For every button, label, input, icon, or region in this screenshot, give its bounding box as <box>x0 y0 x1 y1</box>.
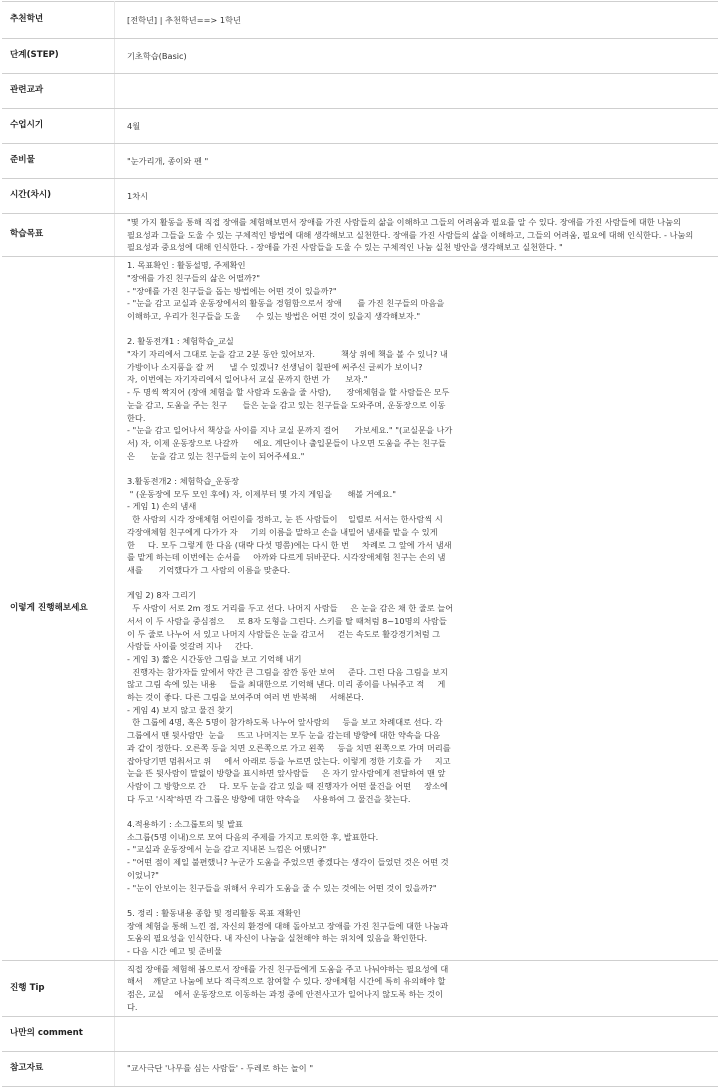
progress-tip-value: 직접 장애를 체험해 봄으로서 장애를 가진 친구들에게 도움을 주고 나눠야하는 필요성에 대 해서 깨닫고 나눔에 보다 적극적으로 참여할 수 있다. 장애체험 시간에 특히 유의해야 할 점은, 교실 에서 운동장으로 이동하는 과정 중에 안전사고가 일어나지 않도록 하는 것이 다. <box>127 963 449 1012</box>
duration-label: 시간(차시) <box>2 179 115 214</box>
class-time-value: 4월 <box>115 109 719 144</box>
materials-value: "눈가리개, 종이와 펜 " <box>115 144 719 179</box>
how-to-proceed-value: 1. 목표확인 : 활동설명, 주제확인 "장애를 가진 친구들의 삶은 어떨까?" - "장애를 가진 친구들을 돕는 방법에는 어떤 것이 있을까?" - "눈을 감고 교실과 운동장에서의 활동을 경험함으로서 장애 를 가진 친구들의 마음을 이해하고, 우리가 친구들을 도울 수 있는 방법은 어떤 것이 있을지 생각해보자." 2. 활동전개1 : 체험학습_교실 "자기 자리에서 그대로 눈을 감고 2분 동안 있어보자. 책상 위에 책을 볼 수 있니? 내 가방이나 소지품을 잘 꺼 낼 수 있겠니? 선생님이 칠판에 써주신 글씨가 보이니? 자, 이번에는 자기자리에서 일어나서 교실 문까지 한번 가 보자." - 두 명씩 짝지어 (장애 체험을 할 사람과 도움을 줄 사람), 장애체험을 할 사람들은 모두 눈을 감고, 도움을 주는 친구 들은 눈을 감고 있는 친구들을 도와주며, 운동장으로 이동 한다. - "눈을 감고 일어나서 책상을 사이를 지나 교실 문까지 걸어 가보세요." "(교실문을 나가 서) 자, 이제 운동장으로 나갈까 에요. 계단이나 출입문들이 나오면 도움을 주는 친구들 은 눈을 감고 있는 친구들의 눈이 되어주세요." 3.활동전개2 : 체험학습_운동장 " (운동장에 모두 모인 후에) 자, 이제부터 몇 가지 게임을 해볼 거예요." - 게임 1) 손의 냄새 한 사람의 시각 장애체험 어린이를 정하고, 눈 뜬 사람들이 일렬로 서서는 한사람씩 시 각장애체험 친구에게 다가가 자 기의 이름을 말하고 손을 내밀어 냄새를 맡을 수 있게 한 다. 모두 그렇게 한 다음 (대략 다섯 명쯤)에는 다시 한 번 차례로 그 앞에 가서 냄새 를 맡게 하는데 이번에는 순서를 아까와 다르게 뒤바꾼다. 시각장애체험 친구는 손의 냄 새를 기억했다가 그 사람의 이름을 맞춘다. 게임 2) 8자 그리기 두 사람이 서로 2m 정도 거리를 두고 선다. 나머지 사람들 은 눈을 감은 채 한 줄로 늘어 서서 이 두 사람을 중심점으 로 8자 도형을 그린다. 스키를 탈 때처럼 8~10명의 사람들 이 두 줄로 나누어 서 있고 나머지 사람들은 눈을 감고서 걷는 속도로 활강경기처럼 그 사람들 사이를 엇갈려 지나 간다. - 게임 3) 짧은 시간동안 그림을 보고 기억해 내기 진행자는 참가자들 앞에서 약간 큰 그림을 잠깐 동안 보여 준다. 그런 다음 그림을 보지 않고 그림 속에 있는 내용 들을 최대한으로 기억해 낸다. 미리 종이를 나눠주고 적 게 하는 것이 좋다. 다른 그림을 보여주며 여러 번 반복해 서해본다. - 게임 4) 보지 않고 물건 찾기 한 그룹에 4명, 혹은 5명이 참가하도록 나누어 앞사람의 등을 보고 차례대로 선다. 각 그룹에서 맨 뒷사람만 눈을 뜨고 나머지는 모두 눈을 감는데 방향에 대한 약속을 다음 과 같이 정한다. 오른쪽 등을 치면 오른쪽으로 가고 왼쪽 등을 치면 왼쪽으로 가며 머리를 잡아당기면 멈춰서고 위 에서 아래로 등을 누르면 앉는다. 이렇게 정한 기호를 가 지고 눈을 뜬 뒷사람이 말없이 방향을 표시하면 앞사람들 은 자기 앞사람에게 전달하여 맨 앞 사람이 그 방향으로 간 다. 모두 눈을 감고 있을 때 진행자가 어떤 물건을 어떤 장소에 다 두고 '시작'하면 각 그룹은 방향에 대한 약속을 사용하여 그 물건을 찾는다. 4.적용하기 : 소그룹토의 및 발표 소그룹(5명 이내)으로 모여 다음의 주제를 가지고 토의한 후, 발표한다. - "교실과 운동장에서 눈을 감고 지내본 느낌은 어땠니?" - "어떤 점이 제일 불편했니? 누군가 도움을 주었으면 좋겠다는 생각이 들었던 것은 어떤 것 이었니?" - "눈이 안보이는 친구들을 위해서 우리가 도움을 줄 수 있는 것에는 어떤 것이 있을까?" 5. 정리 : 활동내용 종합 및 정리활동 목표 재확인 장애 체험을 통해 느낀 점, 자신의 환경에 대해 돌아보고 장애를 가진 친구들에 대한 나눔과 도움의 필요성을 인식한다. 내 자신이 나눔을 실천해야 하는 위치에 있음을 확인한다. - 다음 시간 예고 및 준비물 <box>127 260 454 957</box>
row-materials <box>2 144 718 179</box>
references-label: 참고자료 <box>2 1051 115 1086</box>
materials-label: 준비물 <box>2 144 115 179</box>
row-related-subject <box>2 74 718 109</box>
class-time-label: 수업시기 <box>2 109 115 144</box>
row-learning-goal <box>2 214 718 257</box>
references-value: "교사극단 '나무를 심는 사람들' - 두레로 하는 놀이 " <box>115 1051 719 1086</box>
row-duration <box>2 179 718 214</box>
learning-goal-label: 학습목표 <box>2 214 115 257</box>
my-comment-value <box>115 1016 719 1051</box>
row-progress-tip <box>2 960 718 1016</box>
my-comment-label: 나만의 comment <box>2 1016 115 1051</box>
row-class-time <box>2 109 718 144</box>
recommended-grade-label: 추천학년 <box>2 2 115 39</box>
stage-label: 단계(STEP) <box>2 39 115 74</box>
row-stage <box>2 39 718 74</box>
recommended-grade-value: [전학년] | 추천학년==> 1학년 <box>115 2 719 39</box>
related-subject-label: 관련교과 <box>2 74 115 109</box>
progress-tip-label: 진행 Tip <box>2 960 115 1016</box>
row-how-to-proceed <box>2 257 718 961</box>
learning-goal-value: "몇 가지 활동을 통해 직접 장애를 체험해보면서 장애를 가진 사람들의 삶을 이해하고 그들의 어려움과 필요를 알 수 있다. 장애를 가진 사람들에 대한 나눔의 필요성과 그들을 도울 수 있는 구체적인 방법에 대해 생각해보고 실천한다. 장애를 가진 사람들의 삶을 이해하고, 그들의 어려움, 필요에 대해 인식한다. - 나눔의 필요성과 중요성에 대해 인식한다. - 장애를 가진 사람들을 도울 수 있는 구체적인 나눔 실천 방안을 생각해보고 실천한다. " <box>115 214 719 257</box>
duration-value: 1차시 <box>115 179 719 214</box>
row-my-comment <box>2 1016 718 1051</box>
how-to-proceed-label: 이렇게 진행해보세요 <box>2 257 115 961</box>
related-subject-value <box>115 74 719 109</box>
stage-value: 기초학습(Basic) <box>115 39 719 74</box>
lesson-plan-table <box>2 1 718 1087</box>
row-recommended-grade <box>2 2 718 39</box>
